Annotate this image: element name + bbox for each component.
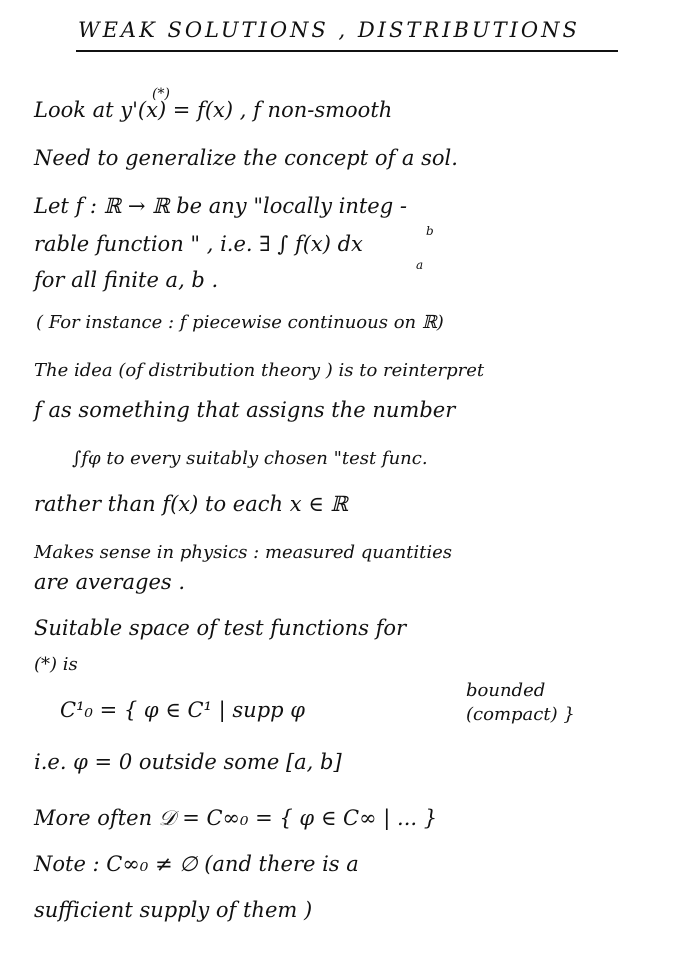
text-line-11: Makes sense in physics : measured quantities — [34, 542, 453, 563]
text-line-10: rather than f(x) to each x ∈ ℝ — [34, 492, 348, 516]
text-line-5: for all finite a, b . — [34, 268, 219, 292]
integral-lower-limit: a — [416, 258, 424, 272]
text-line-16: i.e. φ = 0 outside some [a, b] — [34, 750, 342, 774]
text-line-15-bounded: bounded — [466, 680, 546, 701]
text-line-2: Need to generalize the concept of a sol. — [34, 146, 458, 170]
page-title: WEAK SOLUTIONS , DISTRIBUTIONS — [78, 18, 580, 42]
integral-upper-limit: b — [426, 224, 434, 238]
text-line-3: Let f : ℝ → ℝ be any "locally integ - — [34, 194, 407, 218]
text-line-7: The idea (of distribution theory ) is to reinterpret — [34, 360, 485, 381]
equation-marker: (*) — [152, 86, 170, 102]
text-line-6: ( For instance : f piecewise continuous on ℝ) — [36, 312, 444, 333]
text-line-12: are averages . — [34, 570, 186, 594]
text-line-13: Suitable space of test functions for — [34, 616, 407, 640]
text-line-9: ∫fφ to every suitably chosen "test func. — [72, 448, 428, 469]
text-line-8: f as something that assigns the number — [34, 398, 456, 422]
text-line-4: rable function " , i.e. ∃ ∫ f(x) dx — [34, 232, 363, 256]
text-line-14: (*) is — [34, 654, 78, 675]
text-line-1: Look at y'(x) = f(x) , f non-smooth — [34, 98, 393, 122]
text-line-18: Note : C∞₀ ≠ ∅ (and there is a — [34, 852, 359, 876]
text-line-15-compact: (compact) } — [466, 704, 575, 725]
text-line-17: More often 𝒟 = C∞₀ = { φ ∈ C∞ | ... } — [34, 806, 438, 830]
text-line-15: C¹₀ = { φ ∈ C¹ | supp φ — [60, 698, 305, 722]
title-underline — [76, 50, 618, 52]
text-line-19: sufficient supply of them ) — [34, 898, 313, 922]
